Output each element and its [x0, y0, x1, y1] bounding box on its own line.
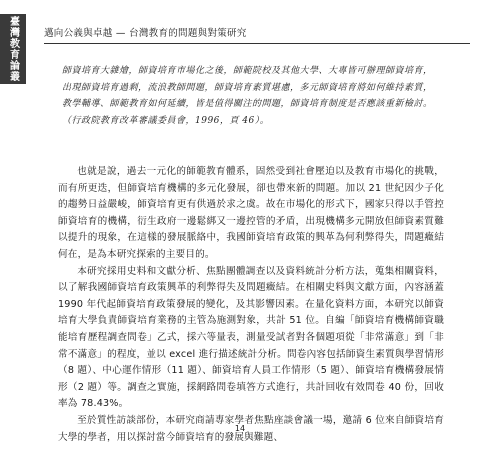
side-tab-label: 臺灣教育論叢 [7, 16, 19, 82]
paragraph: 至於質性訪談部份，本研究商請專家學者焦點座談會議一場，邀請 6 位來自師資培育大學的學者，用以探討當今師資培育的發展與難題、 [58, 414, 444, 443]
page-number: 14 [234, 424, 246, 433]
running-header: 邁向公義與卓越 — 台灣教育的問題與對策研究 [44, 25, 470, 44]
paragraph: 也就是說，過去一元化的師範教育體系，固然受到社會壓迫以及教育市場化的挑戰，而有所更迭，但師資培育機構的多元化發展，卻也帶來新的問題。加以 21 世紀因少子化的趨勢日益嚴峻，師資培育更有供過於求之虞。故在市場化的形式下，國家只得以手管控師資培育的機構，衍生政府一邊鬆綁又一邊控管的矛盾，出現機構多元開放但師資素質難以提升的現象，在這樣的發展脈絡中，我國師資培育政策的興革為何利弊得失，問題癥結何在，是為本研究探索的主要目的。 [58, 166, 444, 260]
block-quote: 師資培育大雜燴，師資培育市場化之後，師範院校及其他大學、大專皆可辦理師資培育，出現師資培育過剩，流浪教師問題，師資培育素質堪慮，多元師資培育將如何維持素質，教學輔導、師範教育如何延續，皆是值得關注的問題，師資培育制度是否應該重新檢討。（行政院教育改革審議委員會，1996，頁 46）。 [62, 66, 433, 126]
body-text [58, 164, 444, 446]
paragraph: 本研究採用史料和文獻分析、焦點團體調查以及資料統計分析方法，蒐集相關資料，以了解我國師資培育政策興革的利弊得失及問題癥結。在相關史料與文獻方面，內容涵蓋 1990 年代起師資培育政策發展的變化，及其影響因素。在量化資料方面，本研究以師資培育大學負責師資培育業務的主管為施測對象，共計 51 位。自編「師資培育機構師資職能培育歷程調查問卷」乙式，採六等量表，測量受試者對各個題項從「非常滿意」到「非常不滿意」的程度，並以 excel 進行描述統計分析。問卷內容包括師資生素質與學習情形（8 題）、中心運作情形（11 題）、師資培育人員工作情形（5 題）、師資培育機構發展情形（2 題）等。調查之實施，採網路問卷填答方式進行，共計回收有效問卷 40 份，回收率為 78.43%。 [58, 265, 444, 410]
section-side-tab [0, 14, 26, 84]
